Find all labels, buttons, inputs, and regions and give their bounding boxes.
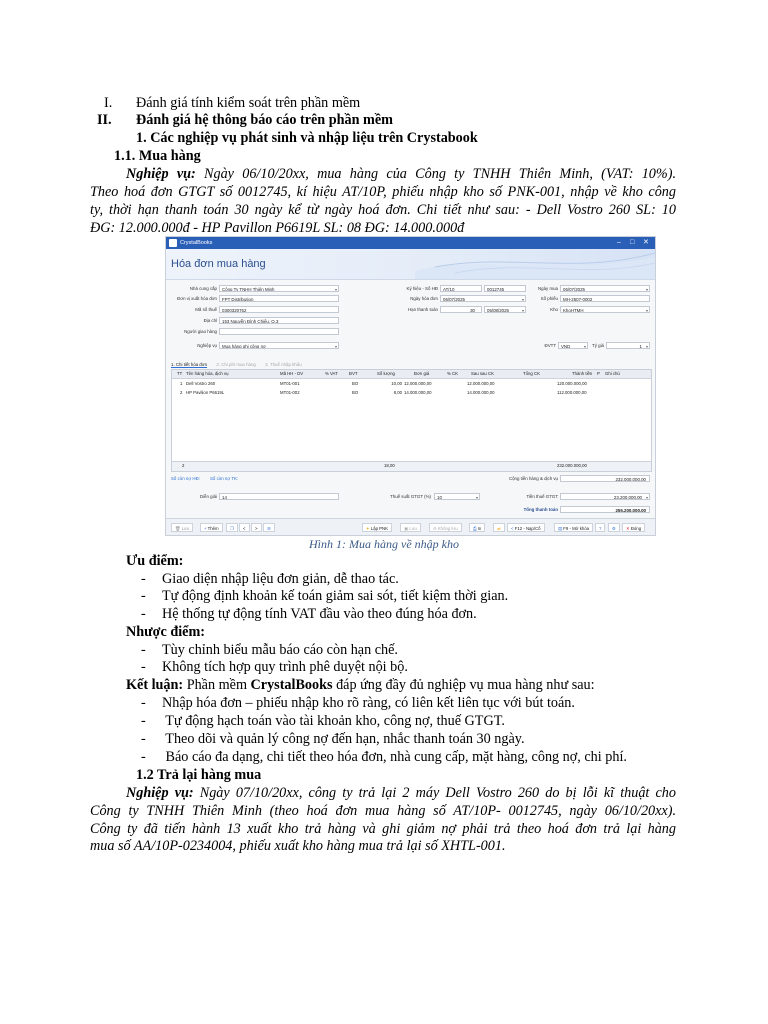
save-label: Lưu bbox=[181, 526, 190, 531]
disadvantage-item-2: Không tích hợp quy trình phê duyệt nội bộ. bbox=[162, 659, 408, 675]
supplier-label: Nhà cung cấp bbox=[189, 286, 217, 291]
tax-code-label: Mã số thuế bbox=[195, 307, 217, 312]
settings-icon: ⚙ bbox=[612, 526, 616, 531]
row-2-unit: BO bbox=[352, 390, 359, 395]
subheading-1: 1. Các nghiệp vụ phát sinh và nhập liệu trên Crystabook bbox=[136, 130, 478, 146]
col-after-discount: Sau sau CK bbox=[471, 371, 494, 376]
invoice-date-field[interactable] bbox=[440, 295, 526, 302]
bullet-dash: - bbox=[141, 659, 146, 675]
section-1-2-line-3: Công ty đã tiến hành 13 xuất kho trả hàng và ghi giảm nợ phải trả theo hoá đơn trả lại hàng bbox=[90, 821, 676, 837]
deliverer-field[interactable] bbox=[219, 328, 339, 335]
heading-2-number: II. bbox=[97, 112, 112, 128]
vat-rate-label: Thuế suất GTGT (%) bbox=[390, 494, 431, 499]
store-label: Lưu bbox=[409, 526, 417, 531]
discard-label: Không lưu bbox=[437, 526, 458, 531]
section-1-1-title: 1.1. Mua hàng bbox=[114, 148, 201, 164]
description-label: Diễn giải bbox=[199, 494, 217, 499]
invoice-symbol-label: Ký hiệu - Số HĐ bbox=[406, 286, 438, 291]
col-total-discount: Tổng CK bbox=[523, 371, 540, 376]
col-item-name: Tên hàng hóa, dịch vụ bbox=[186, 371, 229, 376]
invoice-symbol-field[interactable]: AT/10 bbox=[440, 285, 482, 292]
col-vat: % VAT bbox=[325, 371, 338, 376]
chevron-down-icon: ▾ bbox=[334, 344, 337, 349]
invoice-number-field[interactable]: 0012745 bbox=[484, 285, 526, 292]
row-2-tt: 2 bbox=[180, 390, 183, 395]
chevron-down-icon: ▾ bbox=[583, 344, 586, 349]
chevron-down-icon: ▾ bbox=[334, 287, 337, 292]
print-button[interactable] bbox=[469, 523, 485, 532]
warehouse-label: Kho bbox=[550, 307, 558, 312]
tab-import-tax[interactable]: 3. Thuế nhập khẩu bbox=[265, 362, 302, 367]
currency-field[interactable] bbox=[558, 342, 588, 349]
plus-icon: + bbox=[204, 526, 207, 531]
heading-1-number: I. bbox=[104, 95, 113, 111]
supplier-field[interactable] bbox=[219, 285, 339, 292]
col-price: Đơn giá bbox=[414, 371, 430, 376]
heading-1-text: Đánh giá tính kiểm soát trên phần mềm bbox=[136, 95, 361, 111]
trash-icon: 🗑 bbox=[175, 526, 181, 531]
row-2-after-discount: 14.000.000,00 bbox=[467, 390, 495, 395]
bullet-dash: - bbox=[141, 606, 146, 622]
heading-2-text: Đánh giá hệ thông báo cáo trên phần mềm bbox=[136, 112, 393, 128]
conclusion-brand: CrystalBooks bbox=[250, 677, 333, 693]
advantage-item-2: Tự động định khoản kế toán giảm sai sót, tiết kiệm thời gian. bbox=[162, 588, 509, 604]
voucher-number-label: Số phiếu bbox=[540, 296, 558, 301]
supplier-value: Công Ty TNHH Thiên Minh bbox=[222, 287, 275, 292]
warehouse-value: KhoHTMH bbox=[563, 308, 584, 313]
chevron-down-icon: ▾ bbox=[521, 308, 524, 313]
col-item-code: Mã HH - DV bbox=[280, 371, 304, 376]
print-label: In bbox=[477, 526, 482, 531]
warehouse-field[interactable] bbox=[560, 306, 650, 313]
section-1-2-line-4: mua số AA/10P-0234004, phiếu xuất kho hàng mua trả lại số XHTL-001. bbox=[90, 838, 506, 854]
operation-label: Nghiệp vụ bbox=[197, 343, 217, 348]
app-titlebar bbox=[166, 237, 655, 249]
bullet-dash: - bbox=[141, 749, 146, 765]
disadvantage-item-1: Tùy chỉnh biểu mẫu báo cáo còn hạn chế. bbox=[162, 642, 398, 658]
row-1-name: Dell Vostro 260 bbox=[186, 381, 216, 386]
issuer-field[interactable]: FPT Distribution bbox=[219, 295, 339, 302]
tax-code-field[interactable]: 0300320762 bbox=[219, 306, 339, 313]
bullet-dash: - bbox=[141, 695, 146, 711]
store-button[interactable] bbox=[400, 523, 421, 532]
issuer-label: Đơn vị xuất hóa đơn bbox=[177, 296, 217, 301]
col-tt: TT bbox=[177, 371, 183, 376]
section-1-1-line-2: Theo hoá đơn GTGT số 0012745, kí hiệu AT/10P, phiếu nhập kho số PNK-001, nhập về kho công bbox=[90, 184, 676, 200]
advantages-title: Ưu điểm: bbox=[126, 553, 184, 569]
address-label: Địa chỉ bbox=[203, 318, 217, 323]
col-unit: ĐVT bbox=[349, 371, 358, 376]
share-icon: < bbox=[511, 526, 514, 531]
account-debt-link[interactable]: Số còn nợ TK: bbox=[210, 476, 239, 481]
lock-icon: ▤ bbox=[558, 526, 563, 531]
purchase-date-label: Ngày mua bbox=[537, 286, 558, 291]
figure-caption: Hình 1: Mua hàng về nhập kho bbox=[309, 537, 459, 551]
settings-button[interactable] bbox=[608, 523, 620, 532]
prev-button[interactable]: < bbox=[239, 523, 250, 532]
chevron-down-icon: ▾ bbox=[475, 495, 478, 500]
app-form-header bbox=[166, 249, 655, 280]
tab-purchase-costs[interactable]: 2. Chi phí mua hàng bbox=[216, 362, 256, 367]
bullet-dash: - bbox=[141, 713, 146, 729]
row-1-qty: 10,00 bbox=[391, 381, 402, 386]
row-2-price: 14.000.000,00 bbox=[404, 390, 432, 395]
section-1-1-line-1-text: Ngày 06/10/20xx, mua hàng của Công ty TNHH Thiên Minh, (VAT: 10%). bbox=[195, 166, 676, 182]
chevron-down-icon: ▾ bbox=[645, 287, 648, 292]
conclusion-item-3: Theo dõi và quản lý công nợ đến hạn, nhắc thanh toán 30 ngày. bbox=[162, 731, 525, 747]
conclusion-text-1: Phần mềm bbox=[183, 677, 251, 693]
copy-icon: ❐ bbox=[230, 526, 234, 531]
invoice-lines-table bbox=[171, 369, 652, 472]
purchase-date-value: 06/07/2025 bbox=[563, 287, 585, 292]
app-window-title: CrystalBooks bbox=[180, 240, 213, 246]
create-receipt-label: Lập PNK bbox=[370, 526, 389, 531]
invoice-debt-link[interactable]: Số còn nợ HĐ: bbox=[171, 476, 200, 481]
row-1-unit: BO bbox=[352, 381, 359, 386]
vat-amount-value: 23.200.000,00 bbox=[613, 495, 642, 500]
transfer-button[interactable] bbox=[493, 523, 505, 532]
section-1-2-lead: Nghiệp vụ: bbox=[126, 785, 194, 801]
row-1-tt: 1 bbox=[180, 381, 183, 386]
add-label: Thêm bbox=[207, 526, 219, 531]
printer-icon: ⎙ bbox=[473, 526, 477, 531]
chevron-down-icon: ▾ bbox=[645, 308, 648, 313]
section-1-2-line-1 bbox=[126, 784, 676, 802]
section-1-1-line-4: ĐG: 12.000.000đ - HP Pavillon P6619L SL: 08 ĐG: 14.000.000đ bbox=[90, 220, 465, 236]
summary-total: 232.000.000,00 bbox=[557, 463, 587, 468]
app-toolbar bbox=[166, 518, 655, 536]
summary-count: 2 bbox=[182, 463, 185, 468]
copy-button[interactable] bbox=[226, 523, 238, 532]
invoice-date-label: Ngày hóa đơn bbox=[410, 296, 438, 301]
save-button[interactable] bbox=[171, 523, 193, 532]
conclusion-item-2: Tự động hạch toán vào tài khoản kho, công nợ, thuế GTGT. bbox=[162, 713, 505, 729]
currency-label: ĐVTT bbox=[544, 343, 556, 348]
grand-total-label: Tổng thanh toán bbox=[523, 507, 558, 512]
conclusion-line bbox=[126, 676, 595, 694]
close-form-label: Đóng bbox=[630, 526, 642, 531]
reload-button[interactable] bbox=[507, 523, 545, 532]
row-1-price: 12.000.000,00 bbox=[404, 381, 432, 386]
rate-label: Tỷ giá bbox=[592, 343, 604, 348]
bullet-dash: - bbox=[141, 642, 146, 658]
due-date-label: Hạn thanh toán bbox=[407, 307, 438, 312]
goods-total-label: Cộng tiền hàng & dịch vụ bbox=[508, 476, 558, 481]
conclusion-text-2: đáp ứng đầy đủ nghiệp vụ mua hàng như sau: bbox=[332, 677, 595, 693]
vat-amount-label: Tiền thuế GTGT bbox=[526, 494, 558, 499]
header-swoosh-decoration bbox=[415, 249, 655, 279]
section-1-1-line-3: ty, thời hạn thanh toán 30 ngày kể từ ngày hoá đơn. Chi tiết như sau: - Dell Vostro 260 SL: 10 bbox=[90, 202, 676, 218]
help-button[interactable] bbox=[595, 523, 605, 532]
chevron-down-icon: ▾ bbox=[645, 344, 648, 349]
swap-icon: ⇄ bbox=[497, 526, 501, 531]
conclusion-item-4: Báo cáo đa dạng, chi tiết theo hóa đơn, nhà cung cấp, mặt hàng, công nợ, chi phí. bbox=[162, 749, 627, 765]
row-2-qty: 8,00 bbox=[393, 390, 402, 395]
minimize-icon[interactable]: – bbox=[617, 239, 621, 246]
col-amount: Thành tiền bbox=[572, 371, 593, 376]
chevron-down-icon: ▾ bbox=[521, 297, 524, 302]
disadvantages-title: Nhược điểm: bbox=[126, 624, 206, 640]
section-1-1-line-1 bbox=[126, 165, 676, 183]
currency-value: VND bbox=[561, 344, 571, 349]
due-days-field[interactable]: 30 bbox=[440, 306, 482, 313]
list-button[interactable] bbox=[263, 523, 275, 532]
description-field[interactable]: 14 bbox=[219, 493, 339, 500]
col-qty: Số lượng bbox=[377, 371, 395, 376]
app-screenshot-figure bbox=[165, 236, 656, 536]
purchase-date-field[interactable] bbox=[560, 285, 650, 292]
row-2-code: MT01-002 bbox=[280, 390, 300, 395]
goods-total-field[interactable]: 232.000.000,00 bbox=[560, 475, 650, 482]
tab-invoice-details[interactable]: 1. Chi tiết hóa đơn bbox=[171, 362, 208, 367]
app-logo-icon bbox=[169, 239, 177, 247]
row-2-name: HP Pavilion P6619L bbox=[186, 390, 225, 395]
star-icon: ✦ bbox=[366, 526, 370, 531]
section-1-2-line-2: Công ty TNHH Thiên Minh (theo hoá đơn mua hàng số AT/10P- 0012745, ngày 06/10/20xx). bbox=[90, 803, 676, 819]
col-note: Ghi chú bbox=[605, 371, 620, 376]
add-button[interactable] bbox=[200, 523, 223, 532]
grand-total-field[interactable]: 255.200.000,00 bbox=[560, 506, 650, 513]
voucher-number-field[interactable]: MH-2507-0002 bbox=[560, 295, 650, 302]
due-date-value: 05/08/2025 bbox=[487, 308, 509, 313]
conclusion-item-1: Nhập hóa đơn – phiếu nhập kho rõ ràng, có liên kết liên tục với bút toán. bbox=[162, 695, 575, 711]
close-icon: ✕ bbox=[626, 526, 630, 531]
row-1-after-discount: 12.000.000,00 bbox=[467, 381, 495, 386]
vat-amount-field[interactable] bbox=[560, 493, 650, 500]
maximize-icon[interactable]: □ bbox=[630, 239, 635, 246]
close-form-button[interactable] bbox=[622, 523, 645, 532]
next-button[interactable]: > bbox=[251, 523, 262, 532]
vat-rate-value: 10 bbox=[437, 495, 442, 500]
floppy-icon: ▣ bbox=[404, 526, 409, 531]
reload-label: F12 - Nạp/Cố bbox=[514, 526, 541, 531]
address-field[interactable]: 153 Nguyễn Đình Chiểu, Q.3 bbox=[219, 317, 339, 324]
col-p: P bbox=[597, 371, 600, 376]
row-1-code: MT01-001 bbox=[280, 381, 300, 386]
cancel-icon: ⊘ bbox=[433, 526, 437, 531]
row-2-amount: 112.000.000,00 bbox=[557, 390, 587, 395]
due-date-field[interactable] bbox=[484, 306, 526, 313]
list-icon: ☰ bbox=[267, 526, 271, 531]
create-receipt-button[interactable] bbox=[362, 523, 392, 532]
help-icon: ? bbox=[599, 526, 602, 531]
bullet-dash: - bbox=[141, 731, 146, 747]
bullet-dash: - bbox=[141, 588, 146, 604]
operation-value: Mua hàng ghi công nợ bbox=[222, 344, 266, 349]
rate-value: 1 bbox=[639, 344, 642, 349]
invoice-date-value: 06/07/2025 bbox=[443, 297, 465, 302]
advantage-item-1: Giao diện nhập liệu đơn giản, dễ thao tác. bbox=[162, 571, 399, 587]
bullet-dash: - bbox=[141, 571, 146, 587]
discard-button[interactable] bbox=[429, 523, 462, 532]
col-discount-pct: % CK bbox=[447, 371, 458, 376]
advantage-item-3: Hệ thống tự động tính VAT đầu vào theo đúng hóa đơn. bbox=[162, 606, 477, 622]
conclusion-lead: Kết luận: bbox=[126, 677, 184, 693]
form-title: Hóa đơn mua hàng bbox=[171, 258, 266, 270]
deliverer-label: Người giao hàng bbox=[184, 329, 217, 334]
detail-tabs bbox=[171, 361, 310, 368]
summary-qty: 18,00 bbox=[384, 463, 395, 468]
section-1-2-line-1-text: Ngày 07/10/20xx, công ty trả lại 2 máy Dell Vostro 260 do bị lỗi kĩ thuật cho bbox=[193, 785, 676, 801]
table-summary-row bbox=[172, 461, 651, 471]
unlock-button[interactable] bbox=[554, 523, 593, 532]
section-1-1-lead: Nghiệp vụ: bbox=[126, 166, 196, 182]
row-1-amount: 120.000.000,00 bbox=[557, 381, 587, 386]
close-icon[interactable]: ✕ bbox=[643, 239, 649, 246]
rate-field[interactable] bbox=[606, 342, 650, 349]
operation-field[interactable] bbox=[219, 342, 339, 349]
unlock-label: F9 - Mở khóa bbox=[563, 526, 590, 531]
section-1-2-title: 1.2 Trả lại hàng mua bbox=[136, 767, 262, 783]
vat-rate-field[interactable] bbox=[434, 493, 480, 500]
chevron-down-icon: ▾ bbox=[645, 495, 648, 500]
